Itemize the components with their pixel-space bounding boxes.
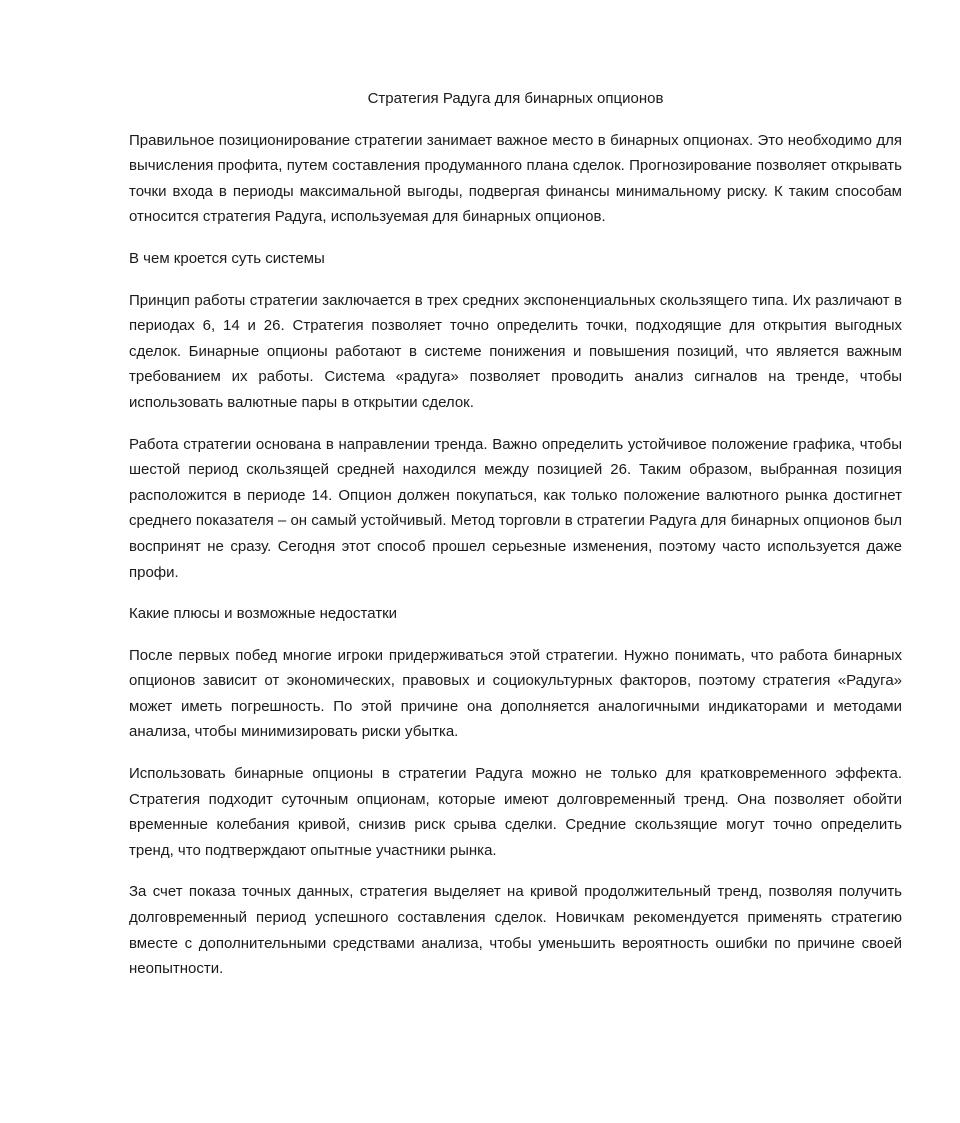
section-heading-essence: В чем кроется суть системы xyxy=(129,249,325,267)
document-body xyxy=(129,86,902,998)
paragraph-principle: Принцип работы стратегии заключается в трех средних экспоненциальных скользящего типа. Их различают в периодах 6, 14 и 26. Стратегия позволяет точно определить точки, подходящие для открытия выгодных сделок. Бинарные опционы работают в системе понижения и повышения позиций, что является важным требованием их работы. Система «радуга» позволяет проводить анализ сигналов на тренде, чтобы использовать валютные пары в открытии сделок. xyxy=(129,291,902,411)
paragraph-usage: Использовать бинарные опционы в стратегии Радуга можно не только для кратковременного эффекта. Стратегия подходит суточным опционам, которые имеют долговременный тренд. Она позволяет обойти временные колебания кривой, снизив риск срыва сделки. Средние скользящие могут точно определить тренд, что подтверждают опытные участники рынка. xyxy=(129,765,902,859)
paragraph-conclusion: За счет показа точных данных, стратегия выделяет на кривой продолжительный тренд, позволяя получить долговременный период успешного составления сделок. Новичкам рекомендуется применять стратегию вместе с дополнительными средствами анализа, чтобы уменьшить вероятность ошибки по причине своей неопытности. xyxy=(129,883,902,978)
document-title: Стратегия Радуга для бинарных опционов xyxy=(367,90,664,107)
section-heading-pros-cons: Какие плюсы и возможные недостатки xyxy=(129,605,398,623)
paragraph-trend: Работа стратегии основана в направлении тренда. Важно определить устойчивое положение графика, чтобы шестой период скользящей средней находился между позицией 26. Таким образом, выбранная позиция расположится в периоде 14. Опцион должен покупаться, как только положение валютного рынка достигнет среднего показателя – он самый устойчивый. Метод торговли в стратегии Радуга для бинарных опционов был воспринят не сразу. Сегодня этот способ прошел серьезные изменения, поэтому часто используется даже профи. xyxy=(129,435,902,581)
paragraph-intro: Правильное позиционирование стратегии занимает важное место в бинарных опционах. Это необходимо для вычисления профита, путем составления продуманного плана сделок. Прогнозирование позволяет открывать точки входа в периоды максимальной выгоды, подвергая финансы минимальному риску. К таким способам относится стратегия Радуга, используемая для бинарных опционов. xyxy=(129,131,902,226)
paragraph-after-wins: После первых побед многие игроки придерживаться этой стратегии. Нужно понимать, что работа бинарных опционов зависит от экономических, правовых и социокультурных факторов, поэтому стратегия «Радуга» может иметь погрешность. По этой причине она дополняется аналогичными индикаторами и методами анализа, чтобы минимизировать риски убытка. xyxy=(129,646,902,741)
